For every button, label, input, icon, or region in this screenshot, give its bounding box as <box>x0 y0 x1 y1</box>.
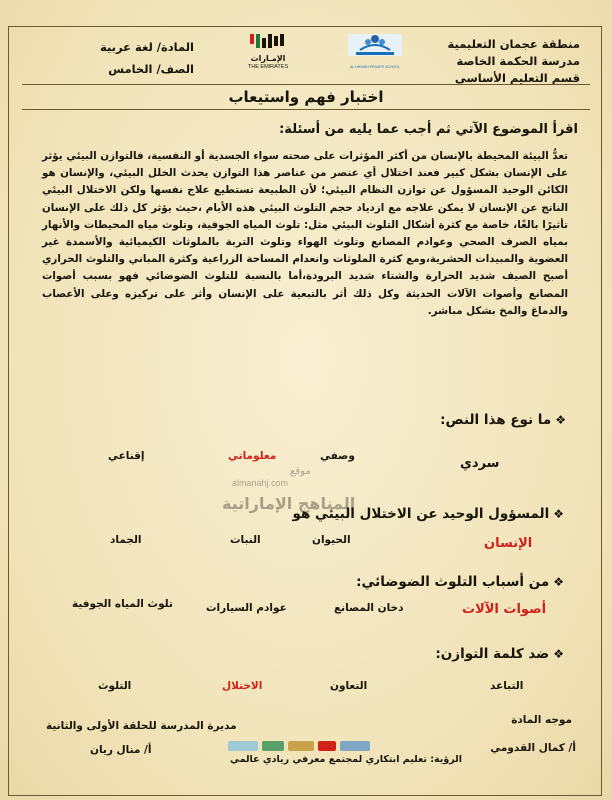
vision-statement: الرؤية: تعليم ابتكاري لمجتمع معرفي ريادي عالمي <box>230 754 463 765</box>
instruction: اقرأ الموضوع الآتي ثم أجب عما يليه من أسئلة: <box>279 122 578 137</box>
diamond-bullet-icon: ❖ <box>553 507 564 521</box>
emirates-logo-ar: الإمـارات <box>250 54 286 63</box>
question-2: ❖المسؤول الوحيد عن الاختلال البيئي هو <box>292 506 564 522</box>
header-right <box>448 36 580 87</box>
footer-logo-icon <box>228 741 258 751</box>
principal-title: مديرة المدرسة للحلقة الأولى والثانية <box>46 720 237 732</box>
q4-option-2[interactable]: التعاون <box>330 680 368 692</box>
q2-option-2[interactable]: الحيوان <box>312 534 351 546</box>
header-left <box>100 36 194 80</box>
footer-logo-icon <box>288 741 314 751</box>
emirates-logo-en: THE EMIRATES <box>247 64 289 70</box>
diamond-bullet-icon: ❖ <box>553 575 564 589</box>
footer-logo-icon <box>262 741 284 751</box>
department-name: قسم التعليم الأساسي <box>454 71 580 85</box>
watermark: موقع almanahj.com المناهج الإماراتية <box>222 466 356 513</box>
school-logo <box>346 30 404 74</box>
emirates-logo <box>240 32 296 72</box>
grade-label: الصف/ الخامس <box>108 62 194 76</box>
school-name: مدرسة الحكمة الخاصة <box>456 54 580 68</box>
footer-logo-icon <box>340 741 370 751</box>
q4-option-1[interactable]: التباعد <box>490 680 524 692</box>
reading-passage: تعدُّ البيئة المحيطة بالإنسان من أكثر المؤثرات على صحته سواء الجسدية أو النفسية، فالتوازن البيئي يؤثر على الإنسان بشكل كبير فعند اختلال أي عنصر من عناصر هذا التوازن يحدث الخلل البيئي، والإنسان هو الكائن الوحيد المسؤول عن توازن النظام البيئي؛ لأن الطبيعة تستطيع علاج نفسها ولكن الاختلال البيئي الناتج عن الإنسان لا يمكن علاجه مع ازدياد حجم التلوث البيئي هذه الأيام ،حيث يؤثر كل ذلك على الإنسان تأثيرًا بالغًا، خاصة مع كثرة أشكال التلوث البيئي مثل: تلوث المياه الجوفية، وتلوث مياه المحيطات والأنهار بمياه الصرف الصحي وعوادم المصانع وتلوث الهواء وتلوث التربة بالملوثات الكيميائية والأسمدة غير العضوية والمبيدات الحشرية،ومع كثرة الملوثات وانعدام المساحة الزراعية وكثرة المباني والتلوث الحراري أصبح الصيف شديد الحرارة والشتاء شديد البرودة،أما بالنسبة للتلوث الضوضائي فهو بسبب أصوات المصانع وأصوات الآلات الحديثة وكل ذلك أثر بالتبعية على الإنسان وأثر على تركيزه وعلى الأعصاب والدماغ والمخ بشكل مباشر. <box>42 150 568 317</box>
q2-option-1[interactable]: الإنسان <box>484 536 533 551</box>
diamond-bullet-icon: ❖ <box>553 647 564 661</box>
q2-option-4[interactable]: الجماد <box>110 534 142 546</box>
education-zone: منطقة عجمان التعليمية <box>447 37 580 51</box>
question-1: ❖ما نوع هذا النص: <box>440 412 566 428</box>
q3-option-2[interactable]: دخان المصانع <box>334 602 404 614</box>
principal-name: أ/ منال ريان <box>90 744 152 756</box>
q3-option-4[interactable]: تلوث المياه الجوفية <box>72 598 173 610</box>
q3-option-1[interactable]: أصوات الآلات <box>462 602 547 617</box>
title-bar <box>22 84 590 110</box>
school-logo-text: AL HIKMAH PRIVATE SCHOOL <box>350 65 400 69</box>
test-title: اختبار فهم واستيعاب <box>228 88 384 106</box>
q1-option-4[interactable]: إقناعي <box>108 450 145 462</box>
q4-option-3[interactable]: الاختلال <box>222 680 263 692</box>
subject-label: المادة/ لغة عربية <box>100 40 194 54</box>
q1-option-2[interactable]: وصفي <box>320 450 355 462</box>
footer-logo-icon <box>318 741 336 751</box>
diamond-bullet-icon: ❖ <box>555 413 566 427</box>
footer-logos <box>228 740 388 752</box>
question-3: ❖من أسباب التلوث الضوضائي: <box>356 574 564 590</box>
supervisor-name: أ/ كمال القدومي <box>490 742 576 754</box>
question-4: ❖ضد كلمة التوازن: <box>435 646 564 662</box>
supervisor-title: موجه المادة <box>511 714 572 726</box>
q1-option-3[interactable]: معلوماتي <box>228 450 277 462</box>
q4-option-4[interactable]: التلوث <box>98 680 132 692</box>
q3-option-3[interactable]: عوادم السيارات <box>206 602 287 614</box>
q2-option-3[interactable]: النبات <box>230 534 261 546</box>
q1-option-1[interactable]: سردي <box>460 456 500 471</box>
